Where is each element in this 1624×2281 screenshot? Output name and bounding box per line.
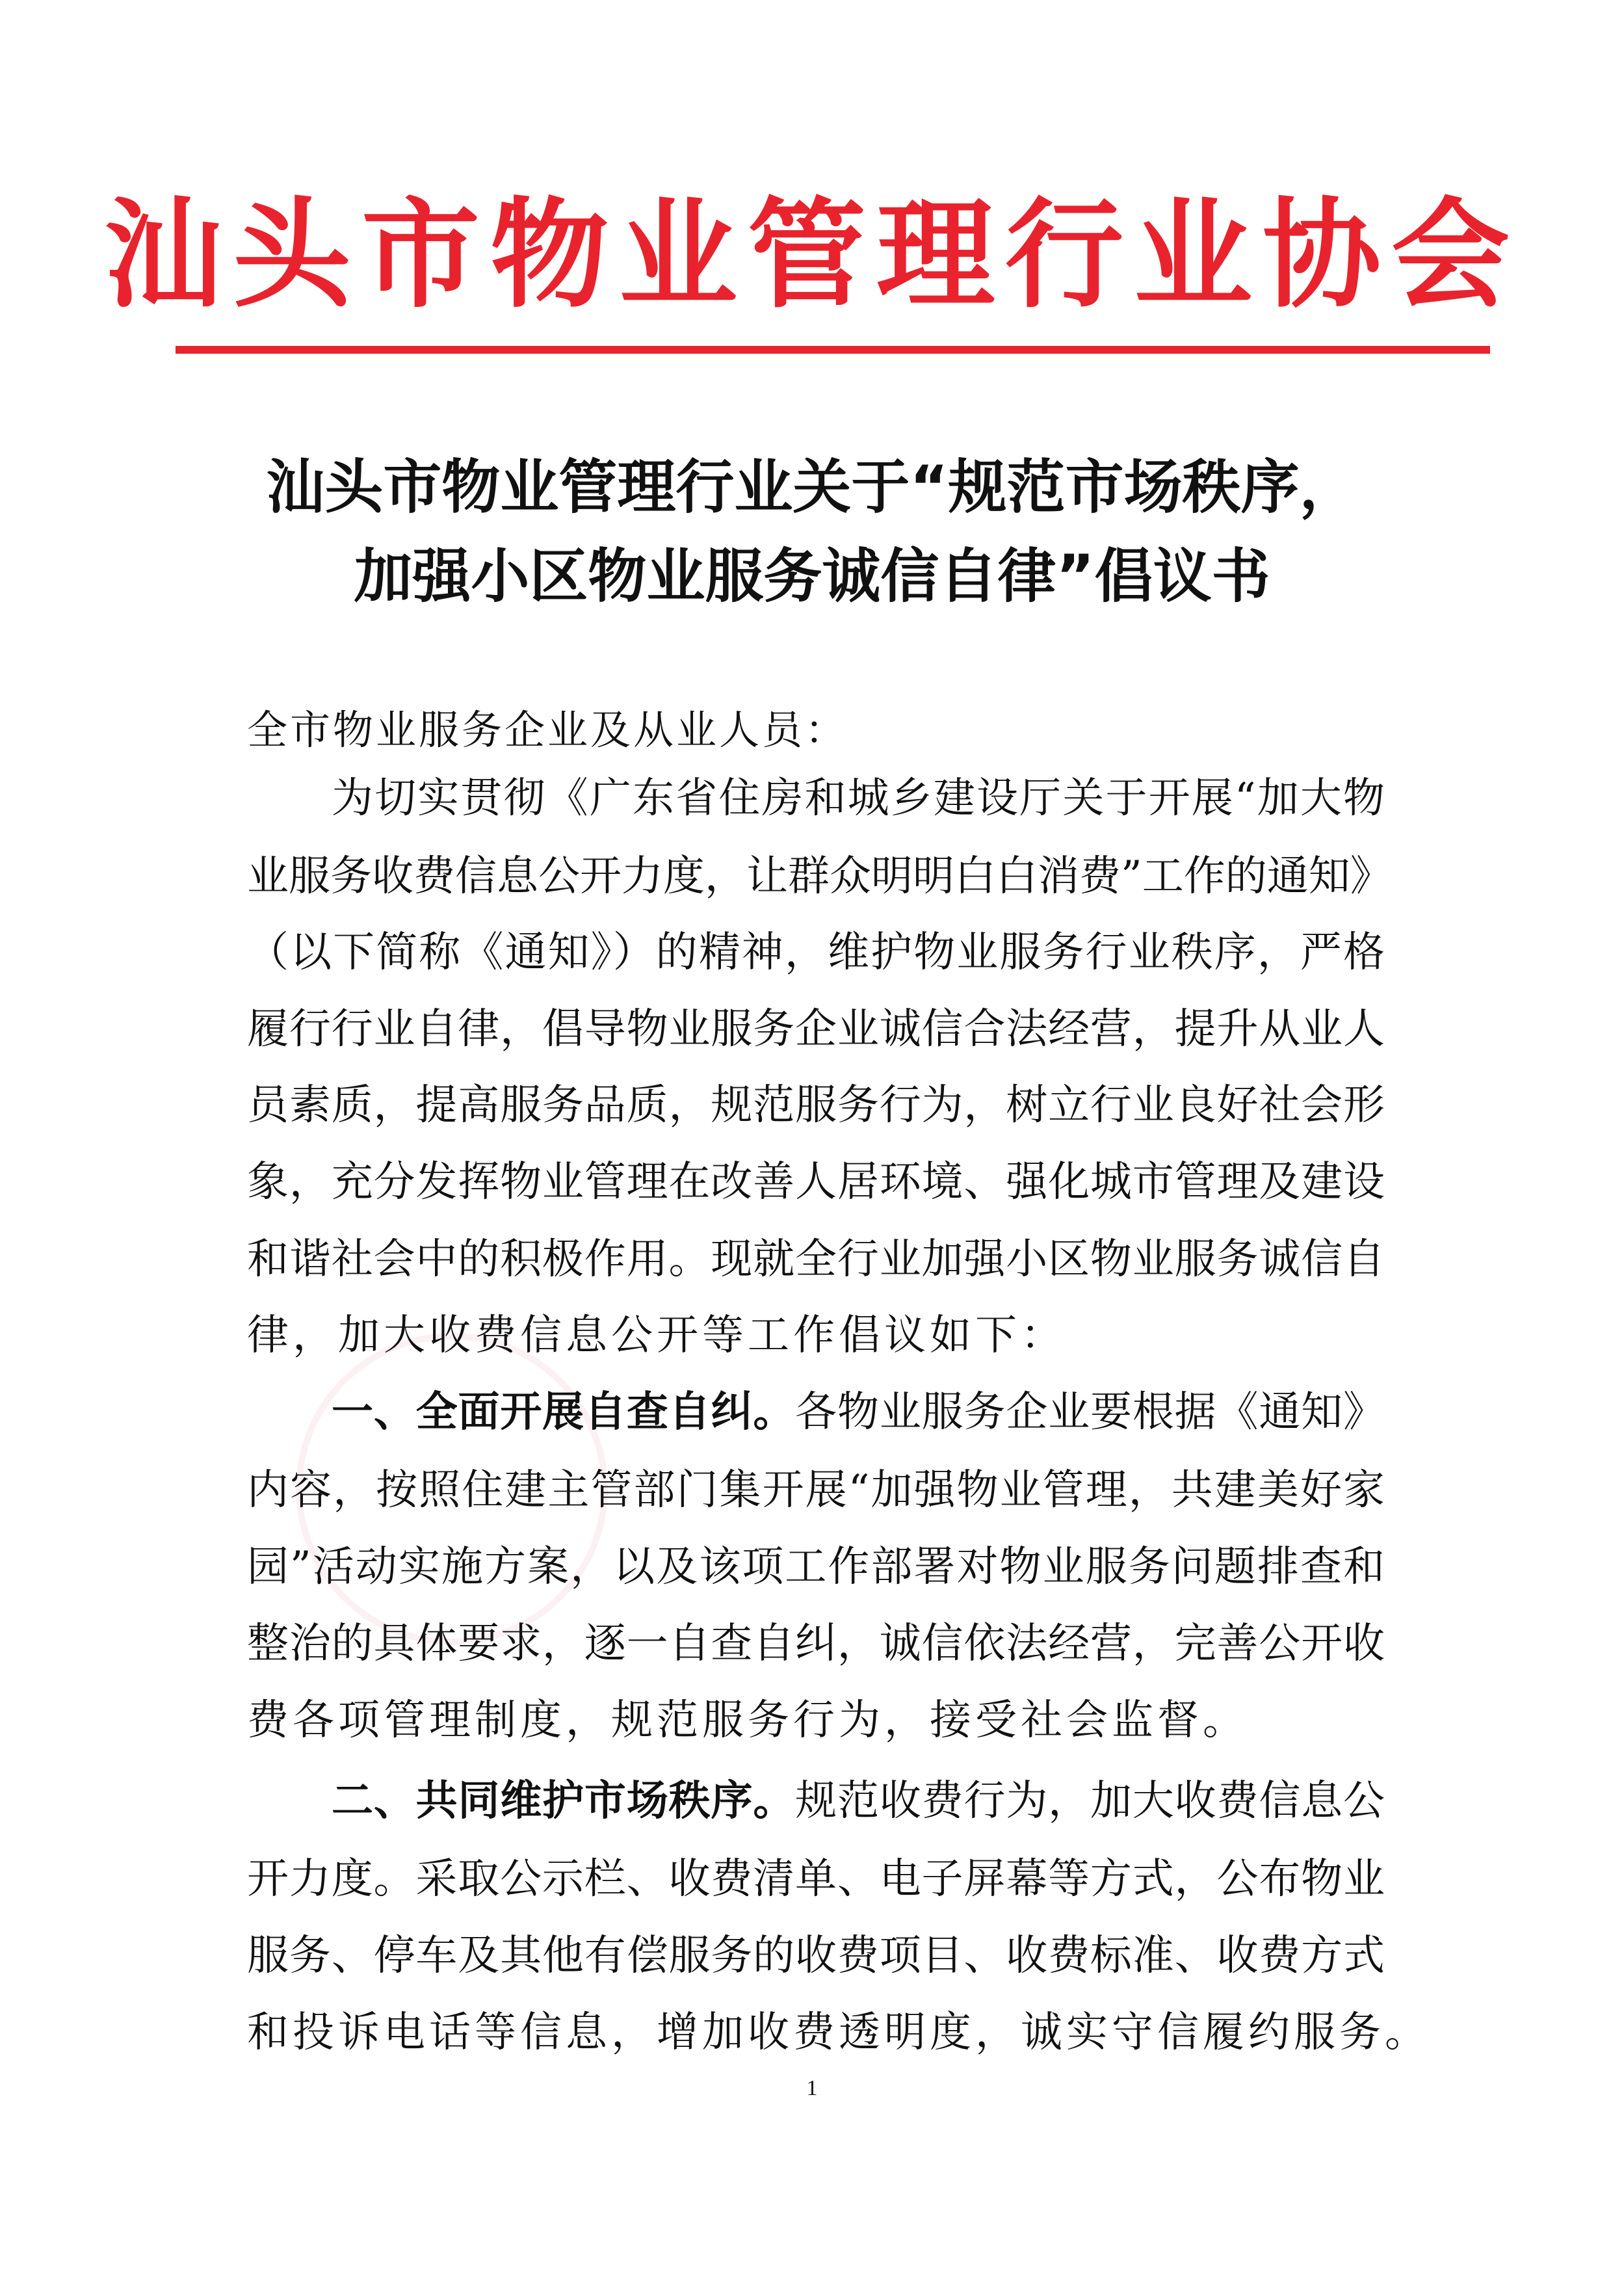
body-text-line: （以下简称《通知》）的精神，维护物业服务行业秩序，严格 bbox=[247, 929, 1385, 977]
section-1-heading: 一、全面开展自查自纠。 bbox=[332, 1388, 796, 1436]
body-text-line: 象，充分发挥物业管理在改善人居环境、强化城市管理及建设 bbox=[247, 1158, 1385, 1206]
document-title-line-2: 加强小区物业服务诚信自律”倡议书 bbox=[354, 542, 1270, 611]
body-text-line: 费各项管理制度，规范服务行为，接受社会监督。 bbox=[247, 1696, 1248, 1745]
body-text-line: 和谐社会中的积极作用。现就全行业加强小区物业服务诚信自 bbox=[247, 1235, 1385, 1284]
body-text-line: 和投诉电话等信息，增加收费透明度，诚实守信履约服务。 bbox=[247, 2009, 1430, 2057]
document-title-line-1: 汕头市物业管理行业关于“规范市场秩序， bbox=[266, 453, 1358, 521]
page-number: 1 bbox=[806, 2076, 818, 2100]
section-2-heading: 二、共同维护市场秩序。 bbox=[332, 1777, 796, 1825]
body-text-line: 整治的具体要求，逐一自查自纠，诚信依法经营，完善公开收 bbox=[247, 1620, 1385, 1668]
section-2-first-line-text: 规范收费行为，加大收费信息公 bbox=[795, 1777, 1385, 1825]
body-text-line bbox=[332, 1777, 1385, 1825]
salutation: 全市物业服务企业及从业人员： bbox=[247, 706, 848, 754]
letterhead-red-rule bbox=[176, 346, 1490, 354]
body-text-line: 开力度。采取公示栏、收费清单、电子屏幕等方式，公布物业 bbox=[247, 1855, 1385, 1903]
body-text-line: 服务、停车及其他有偿服务的收费项目、收费标准、收费方式 bbox=[247, 1932, 1385, 1980]
body-text-line: 员素质，提高服务品质，规范服务行为，树立行业良好社会形 bbox=[247, 1081, 1385, 1129]
section-1-first-line-text: 各物业服务企业要根据《通知》 bbox=[795, 1388, 1385, 1436]
body-text-line: 园”活动实施方案，以及该项工作部署对物业服务问题排查和 bbox=[247, 1543, 1385, 1591]
body-text-line: 律，加大收费信息公开等工作倡议如下： bbox=[247, 1312, 1066, 1360]
body-text-line bbox=[332, 1388, 1385, 1436]
body-text-line: 内容，按照住建主管部门集开展“加强物业管理，共建美好家 bbox=[247, 1466, 1385, 1514]
body-text-line: 为切实贯彻《广东省住房和城乡建设厅关于开展“加大物 bbox=[332, 774, 1385, 823]
body-text-line: 履行行业自律，倡导物业服务企业诚信合法经营，提升从业人 bbox=[247, 1005, 1385, 1053]
body-text-line: 业服务收费信息公开力度，让群众明明白白消费”工作的通知》 bbox=[247, 852, 1392, 901]
letterhead-org-name: 汕头市物业管理行业协会 bbox=[104, 185, 1520, 324]
